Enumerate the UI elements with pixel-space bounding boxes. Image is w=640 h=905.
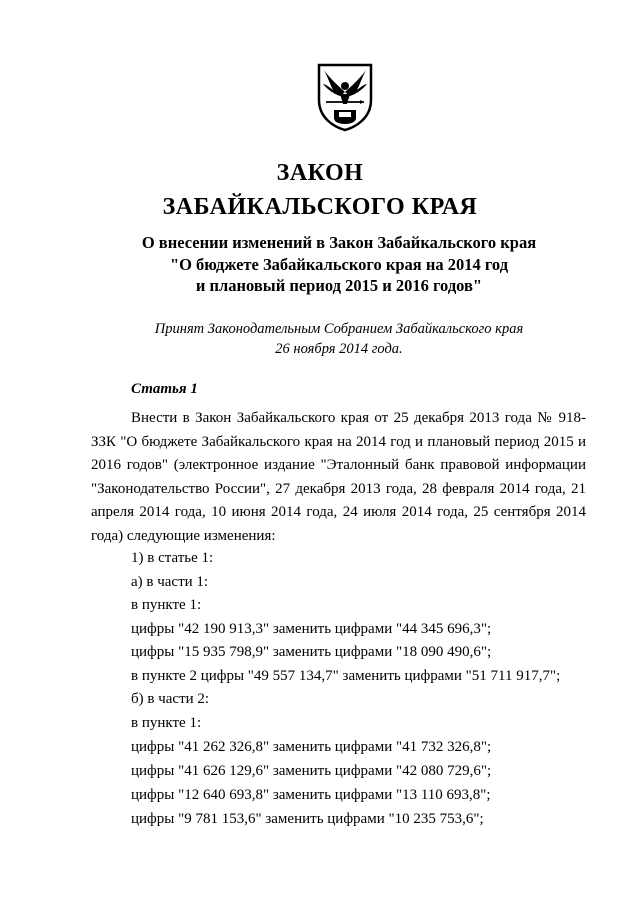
law-title: ЗАКОН [276, 160, 364, 186]
list-item: 1) в статье 1: [131, 550, 214, 566]
list-item: в пункте 1: [131, 715, 202, 731]
adopted-date-line: 26 ноября 2014 года. [275, 341, 403, 357]
list-item: цифры "9 781 153,6" заменить цифрами "10 235 753,6"; [131, 811, 484, 827]
list-item: б) в части 2: [131, 691, 210, 707]
law-subtitle-line-1: О внесении изменений в Закон Забайкальского края [141, 233, 537, 252]
list-item: в пункте 2 цифры "49 557 134,7" заменить цифрами "51 711 917,7"; [131, 668, 561, 684]
list-item: цифры "12 640 693,8" заменить цифрами "13 110 693,8"; [131, 787, 491, 803]
law-subtitle-line-3: и плановый период 2015 и 2016 годов" [195, 276, 483, 295]
intro-paragraph [91, 407, 586, 548]
list-item: цифры "41 262 326,8" заменить цифрами "41 732 326,8"; [131, 739, 492, 755]
intro-paragraph-text: Внести в Закон Забайкальского края от 25 декабря 2013 года № 918-ЗЗК "О бюджете Забайкальского края на 2014 год и плановый период 2015 и 2016 годов" (электронное издание "Эталонный банк правовой информации "Законодательство России", 27 декабря 2013 года, 28 февраля 2014 года, 21 апреля 2014 года, 10 июня 2014 года, 24 июля 2014 года, 25 сентября 2014 года) следующие изменения: [91, 410, 586, 544]
list-item: а) в части 1: [131, 574, 209, 590]
coat-of-arms-icon [316, 62, 374, 132]
list-item: цифры "15 935 798,9" заменить цифрами "18 090 490,6"; [131, 644, 492, 660]
list-item: цифры "42 190 913,3" заменить цифрами "44 345 696,3"; [131, 621, 492, 637]
adopted-by-line: Принят Законодательным Собранием Забайкальского края [154, 321, 524, 337]
list-item: цифры "41 626 129,6" заменить цифрами "42 080 729,6"; [131, 763, 492, 779]
list-item: в пункте 1: [131, 597, 202, 613]
law-subtitle-line-2: "О бюджете Забайкальского края на 2014 год [169, 255, 509, 274]
region-title: ЗАБАЙКАЛЬСКОГО КРАЯ [162, 194, 478, 220]
article-heading: Статья 1 [131, 381, 198, 397]
